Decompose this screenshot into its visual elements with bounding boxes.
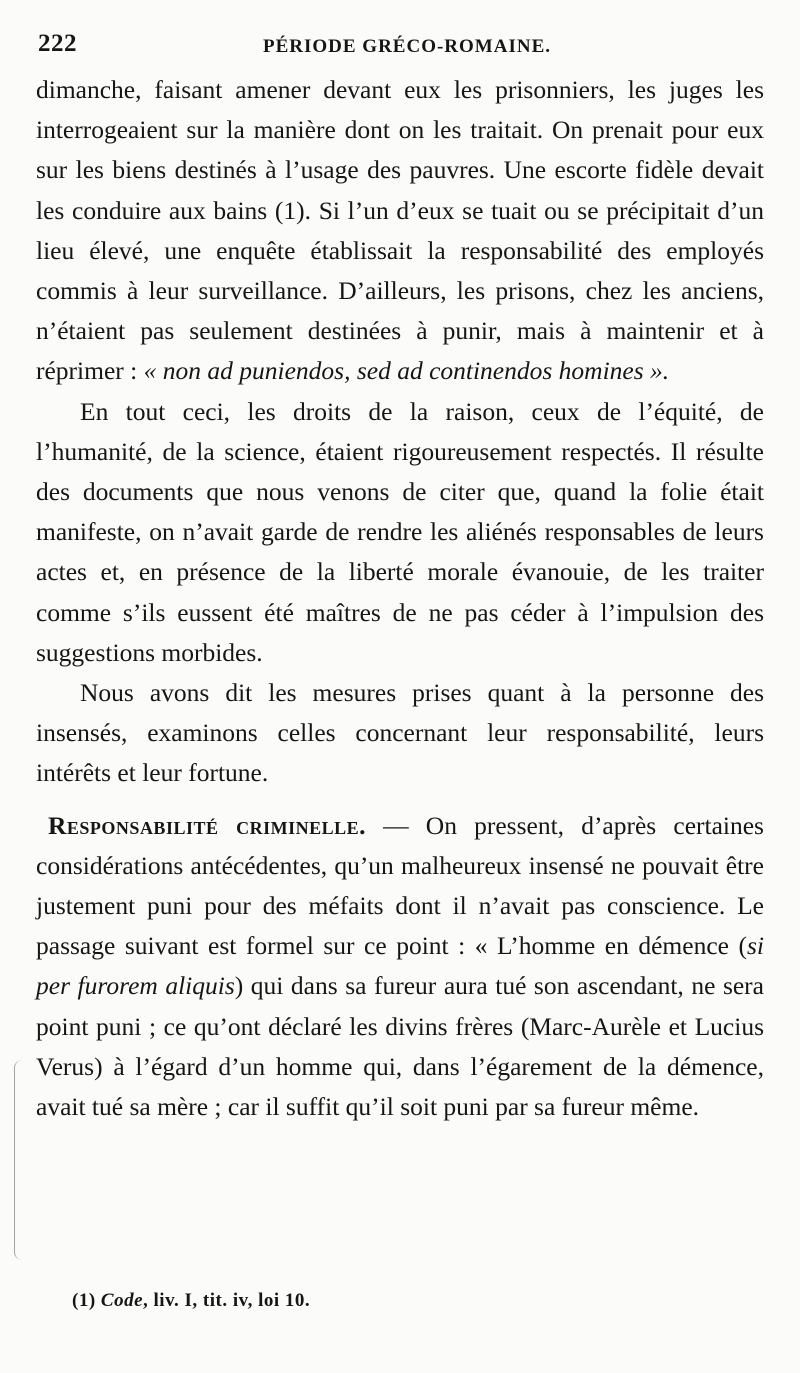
paragraph-4 [36,806,764,1128]
footnote-source: Code [100,1290,144,1311]
paragraph-4-rest: ) qui dans sa fureur aura tué son ascendant, ne sera point puni ; ce qu’ont déclaré les divins frères (Marc-Aurèle et Lucius Verus) à l’égard d’un homme qui, dans l’égarement de la démence, avait tué sa mère ; car il suffit qu’il soit puni par sa fureur même. [36,971,764,1122]
body-text [36,70,764,1127]
running-title: PÉRIODE GRÉCO-ROMAINE. [262,36,551,57]
footnote-marker: (1) [72,1290,101,1311]
page-header [34,30,760,64]
page-number: 222 [38,30,77,57]
latin-phrase: si per furorem aliquis [36,931,764,1001]
paragraph-2: En tout ceci, les droits de la raison, ceux de l’équité, de l’humanité, de la science, étaient rigoureusement respectés. Il résulte des documents que nous venons de citer que, quand la folie était manifeste, on n’avait garde de rendre les aliénés responsables de leurs actes et, en présence de la liberté morale évanouie, de les traiter comme s’ils eussent été maîtres de ne pas céder à l’impulsion des suggestions morbides. [36,396,764,667]
footnote [72,1290,310,1312]
section-heading: Responsabilité criminelle. [48,810,367,840]
paragraph-1-text: dimanche, faisant amener devant eux les prisonniers, les juges les interrogeaient sur la manière dont on les traitait. On prenait pour eux sur les biens destinés à l’usage des pauvres. Une escorte fidèle devait les conduire aux bains (1). Si l’un d’eux se tuait ou se précipitait d’un lieu élevé, une enquête établissait la responsabilité des employés commis à leur surveillance. D’ailleurs, les prisons, chez les anciens, n’étaient pas seulement destinées à punir, mais à maintenir et à réprimer : [36,75,764,386]
latin-quote: « non ad puniendos, sed ad continendos homines ». [143,356,670,386]
margin-pencil-mark [14,1060,25,1260]
paragraph-1 [36,70,764,392]
paragraph-3: Nous avons dit les mesures prises quant à la personne des insensés, examinons celles concernant leur responsabilité, leurs intérêts et leur fortune. [36,678,764,788]
paragraph-4-text: — On pressent, d’après certaines considérations antécédentes, qu’un malheureux insensé ne pouvait être justement puni pour des méfaits dont il n’avait pas conscience. Le passage suivant est formel sur ce point : « L’homme en démence ( [36,810,764,961]
footnote-text: , liv. I, tit. iv, loi 10. [143,1290,311,1311]
